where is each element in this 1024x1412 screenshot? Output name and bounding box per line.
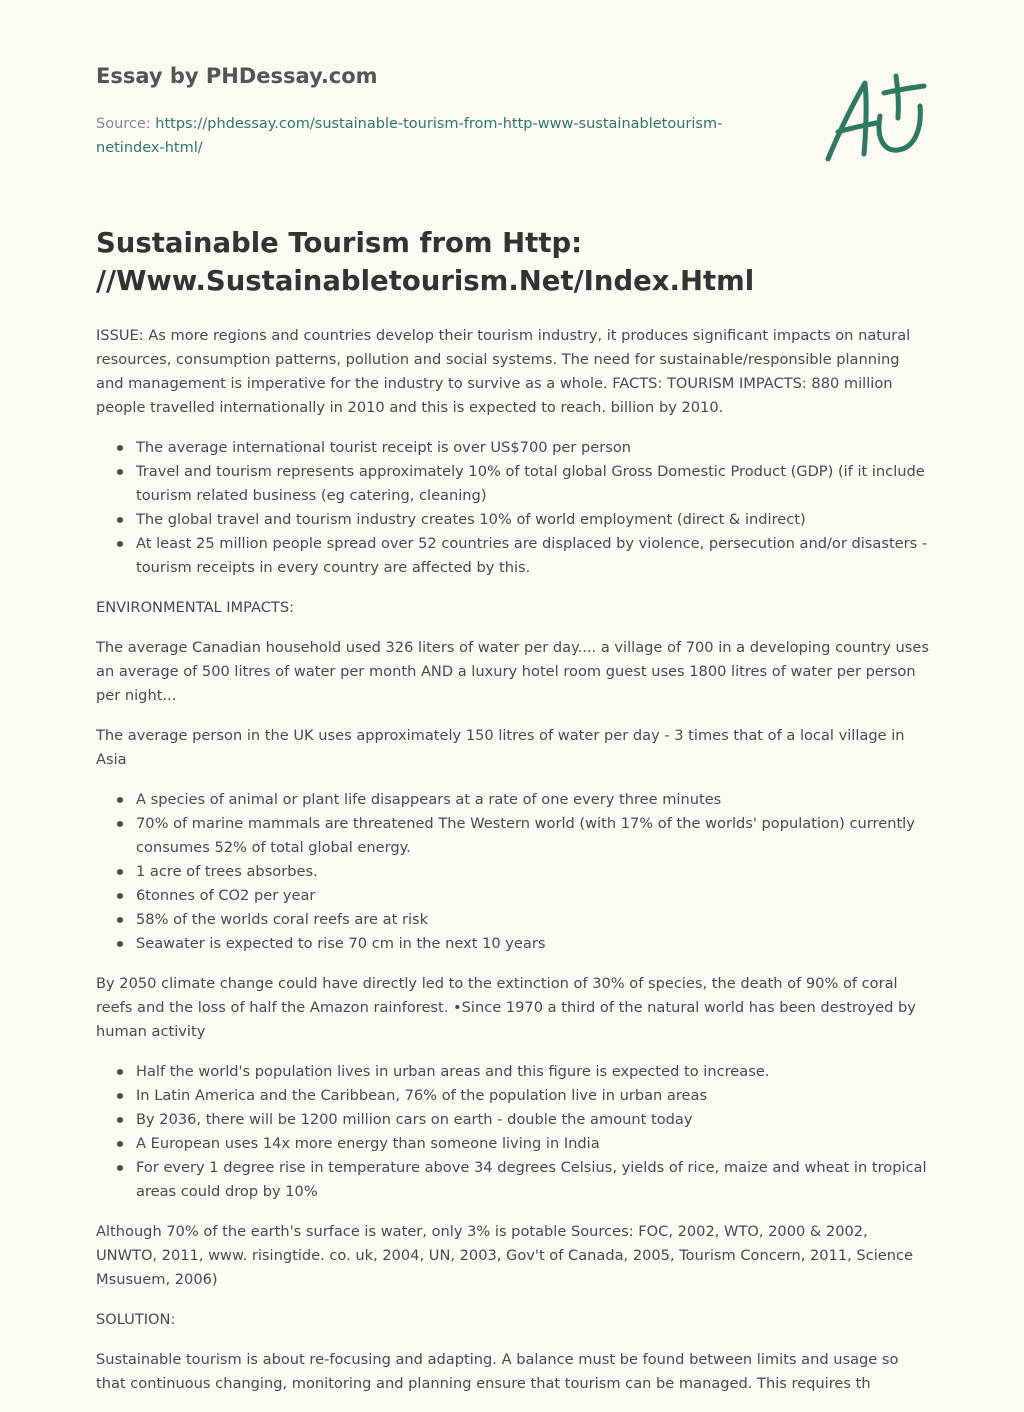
paragraph-water-uk: The average person in the UK uses approximately 150 litres of water per day - 3 times that of a local village in Asia (96, 727, 905, 768)
list-item: Half the world's population lives in urban areas and this figure is expected to increase. (136, 1060, 931, 1084)
essay-body (96, 324, 931, 1412)
list-item: By 2036, there will be 1200 million cars on earth - double the amount today (136, 1108, 931, 1132)
list-item: 1 acre of trees absorbes. (136, 860, 931, 884)
title-line-2: //Www.Sustainabletourism.Net/Index.Html (96, 265, 755, 297)
document-title (96, 224, 936, 300)
paragraph-climate-2050: By 2050 climate change could have directly led to the extinction of 30% of species, the death of 90% of coral reefs and the loss of half the Amazon rainforest. •Since 1970 a third of the natural world has been destroyed by human activity (96, 975, 916, 1040)
list-tourism-impacts (96, 436, 931, 580)
list-item: 6tonnes of CO2 per year (136, 884, 931, 908)
title-line-1: Sustainable Tourism from Http: (96, 227, 583, 259)
list-urban (96, 1060, 931, 1204)
heading-environmental-impacts: ENVIRONMENTAL IMPACTS: (96, 599, 295, 616)
list-environment (96, 788, 931, 956)
source-link-line-2: netindex-html/ (96, 140, 203, 156)
list-item: 58% of the worlds coral reefs are at risk (136, 908, 931, 932)
paragraph-water-canada: The average Canadian household used 326 liters of water per day.... a village of 700 in a developing country uses an average of 500 litres of water per month AND a luxury hotel room guest uses 1800 litres of water per person per night... (96, 639, 929, 704)
list-item: The average international tourist receipt is over US$700 per person (136, 436, 931, 460)
source-line (96, 112, 776, 160)
paragraph-solution: Sustainable tourism is about re-focusing and adapting. A balance must be found between limits and usage so that continuous changing, monitoring and planning ensure that tourism can be managed. This requires th (96, 1351, 899, 1392)
paragraph-issue: ISSUE: As more regions and countries develop their tourism industry, it produces significant impacts on natural resources, consumption patterns, pollution and social systems. The need for sustainable/responsible planning and management is imperative for the industry to survive as a whole. FACTS: TOURISM IMPACTS: 880 million people travelled internationally in 2010 and this is expected to reach. billion by 2010. (96, 327, 911, 416)
heading-solution: SOLUTION: (96, 1311, 176, 1328)
list-item: A species of animal or plant life disappears at a rate of one every three minutes (136, 788, 931, 812)
source-link[interactable] (96, 116, 722, 156)
a-plus-grade-icon (818, 68, 930, 168)
list-item: For every 1 degree rise in temperature above 34 degrees Celsius, yields of rice, maize and wheat in tropical areas could drop by 10% (136, 1156, 931, 1204)
list-item: At least 25 million people spread over 52 countries are displaced by violence, persecution and/or disasters - tourism receipts in every country are affected by this. (136, 532, 931, 580)
list-item: 70% of marine mammals are threatened The Western world (with 17% of the worlds' population) currently consumes 52% of total global energy. (136, 812, 931, 860)
source-label: Source: (96, 116, 151, 132)
list-item: The global travel and tourism industry creates 10% of world employment (direct & indirect) (136, 508, 931, 532)
list-item: A European uses 14x more energy than someone living in India (136, 1132, 931, 1156)
source-link-line-1: https://phdessay.com/sustainable-tourism-from-http-www-sustainabletourism- (155, 116, 723, 132)
paragraph-sources: Although 70% of the earth's surface is water, only 3% is potable Sources: FOC, 2002, WTO, 2000 & 2002, UNWTO, 2011, www. risingtide. co. uk, 2004, UN, 2003, Gov't of Canada, 2005, Tourism Concern, 2011, Science Msusuem, 2006) (96, 1223, 913, 1288)
list-item: In Latin America and the Caribbean, 76% of the population live in urban areas (136, 1084, 931, 1108)
list-item: Travel and tourism represents approximately 10% of total global Gross Domestic Product (GDP) (if it include tourism related business (eg catering, cleaning) (136, 460, 931, 508)
list-item: Seawater is expected to rise 70 cm in the next 10 years (136, 932, 931, 956)
site-title: Essay by PHDessay.com (96, 64, 378, 88)
